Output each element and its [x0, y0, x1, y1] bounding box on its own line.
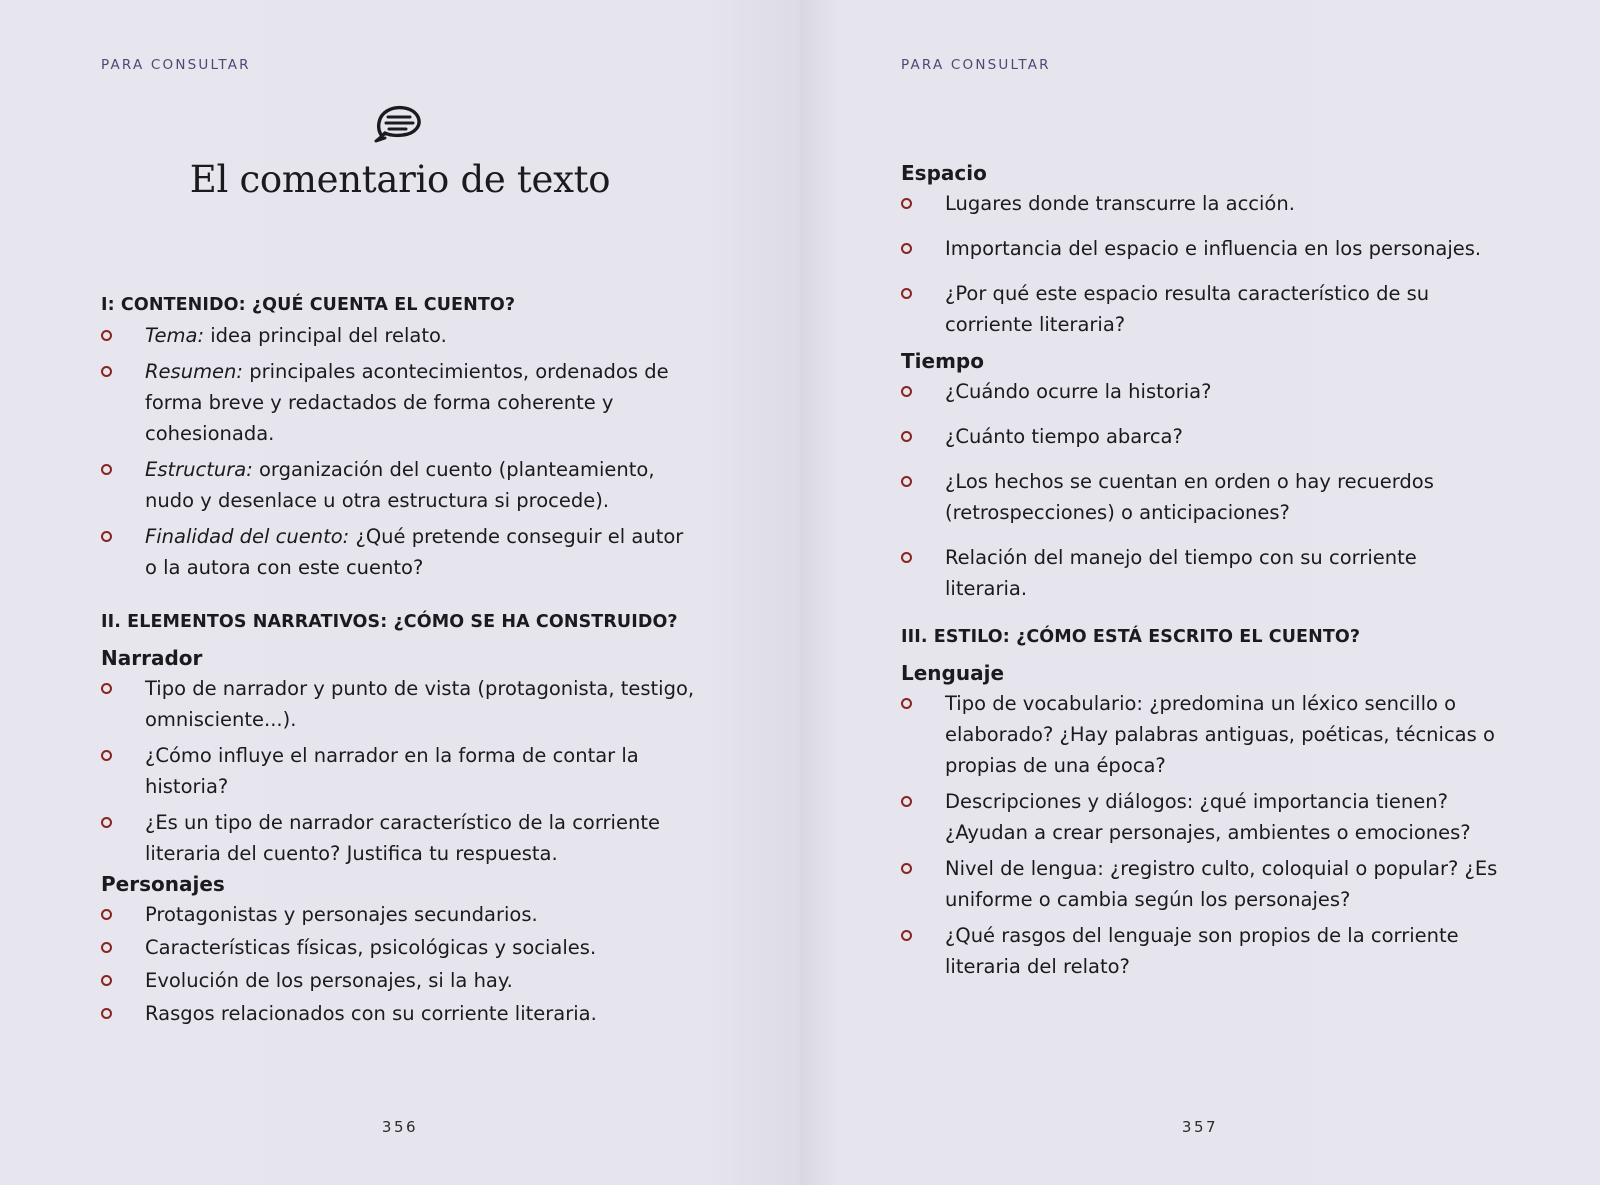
item-text: ¿Cuánto tiempo abarca? [945, 425, 1183, 448]
bullet-icon [101, 330, 112, 341]
list-item [901, 278, 1501, 340]
item-text: ¿Es un tipo de narrador característico de la corriente literaria del cuento? Justifica tu respuesta. [145, 811, 660, 865]
section-heading-estilo: III. ESTILO: ¿CÓMO ESTÁ ESCRITO EL CUENTO? [901, 627, 1361, 647]
item-text: organización del cuento (planteamiento, nudo y desenlace u otra estructura si procede). [145, 458, 655, 512]
item-text: ¿Cómo influye el narrador en la forma de contar la historia? [145, 744, 639, 798]
list-item [101, 521, 701, 583]
personajes-list [101, 899, 701, 1029]
list-item [901, 920, 1501, 982]
bullet-icon [901, 431, 912, 442]
list-item [101, 932, 701, 963]
espacio-list [901, 188, 1501, 340]
sub-heading-personajes: Personajes [101, 872, 225, 896]
bullet-icon [101, 464, 112, 475]
page-number: 357 [1181, 1118, 1219, 1136]
item-text: Importancia del espacio e influencia en los personajes. [945, 237, 1482, 260]
list-item [901, 688, 1501, 781]
bullet-icon [901, 198, 912, 209]
bullet-icon [101, 942, 112, 953]
bullet-icon [101, 531, 112, 542]
bullet-icon [101, 909, 112, 920]
item-text: idea principal del relato. [204, 324, 447, 347]
item-text: Rasgos relacionados con su corriente literaria. [145, 1002, 597, 1025]
right-content [901, 158, 1501, 982]
page-title: El comentario de texto [189, 158, 611, 201]
bullet-icon [101, 683, 112, 694]
narrador-list [101, 673, 701, 869]
item-text: Tipo de vocabulario: ¿predomina un léxico sencillo o elaborado? ¿Hay palabras antiguas, poéticas, técnicas o propias de una época? [945, 692, 1495, 777]
list-item [901, 853, 1501, 915]
item-text: Lugares donde transcurre la acción. [945, 192, 1295, 215]
bullet-icon [901, 243, 912, 254]
item-text: Evolución de los personajes, si la hay. [145, 969, 513, 992]
item-text: Tipo de narrador y punto de vista (protagonista, testigo, omnisciente...). [145, 677, 695, 731]
bullet-icon [101, 817, 112, 828]
running-head: PARA CONSULTAR [901, 57, 1051, 73]
list-item [101, 356, 701, 449]
page-number: 356 [381, 1118, 419, 1136]
item-text: Protagonistas y personajes secundarios. [145, 903, 538, 926]
contenido-list [101, 320, 701, 583]
section-heading-contenido: I: CONTENIDO: ¿QUÉ CUENTA EL CUENTO? [101, 295, 516, 315]
chat-bubble-icon [373, 103, 423, 143]
item-text: principales acontecimientos, ordenados de forma breve y redactados de forma coherente y cohesionada. [145, 360, 669, 445]
item-text: Descripciones y diálogos: ¿qué importancia tienen? ¿Ayudan a crear personajes, ambientes o emociones? [945, 790, 1471, 844]
list-item [901, 376, 1501, 407]
list-item [101, 965, 701, 996]
running-head: PARA CONSULTAR [101, 57, 251, 73]
list-item [101, 320, 701, 351]
sub-heading-narrador: Narrador [101, 646, 203, 670]
item-text: ¿Qué rasgos del lenguaje son propios de la corriente literaria del relato? [945, 924, 1459, 978]
sub-heading-espacio: Espacio [901, 161, 987, 185]
item-text: ¿Cuándo ocurre la historia? [945, 380, 1212, 403]
item-lead: Tema: [145, 324, 205, 347]
list-item [101, 740, 701, 802]
item-text: ¿Qué pretende conseguir el autor o la autora con este cuento? [145, 525, 684, 579]
bullet-icon [901, 288, 912, 299]
list-item [101, 807, 701, 869]
item-lead: Finalidad del cuento: [145, 525, 350, 548]
bullet-icon [901, 796, 912, 807]
list-item [901, 233, 1501, 264]
sub-heading-lenguaje: Lenguaje [901, 661, 1005, 685]
list-item [901, 188, 1501, 219]
bullet-icon [101, 1008, 112, 1019]
list-item [101, 454, 701, 516]
tiempo-list [901, 376, 1501, 604]
list-item [901, 421, 1501, 452]
item-lead: Estructura: [145, 458, 253, 481]
item-text: Relación del manejo del tiempo con su corriente literaria. [945, 546, 1417, 600]
bullet-icon [901, 552, 912, 563]
bullet-icon [901, 863, 912, 874]
left-content [101, 290, 701, 1029]
list-item [901, 542, 1501, 604]
item-text: Características físicas, psicológicas y sociales. [145, 936, 597, 959]
item-lead: Resumen: [145, 360, 243, 383]
bullet-icon [101, 366, 112, 377]
bullet-icon [901, 698, 912, 709]
section-heading-elementos: II. ELEMENTOS NARRATIVOS: ¿CÓMO SE HA CONSTRUIDO? [101, 612, 678, 632]
lenguaje-list [901, 688, 1501, 982]
list-item [901, 466, 1501, 528]
right-page [800, 0, 1600, 1185]
item-text: ¿Por qué este espacio resulta característico de su corriente literaria? [945, 282, 1430, 336]
bullet-icon [901, 386, 912, 397]
list-item [901, 786, 1501, 848]
bullet-icon [101, 975, 112, 986]
item-text: Nivel de lengua: ¿registro culto, coloquial o popular? ¿Es uniforme o cambia según los personajes? [945, 857, 1498, 911]
list-item [101, 899, 701, 930]
bullet-icon [101, 750, 112, 761]
bullet-icon [901, 930, 912, 941]
list-item [101, 673, 701, 735]
bullet-icon [901, 476, 912, 487]
item-text: ¿Los hechos se cuentan en orden o hay recuerdos (retrospecciones) o anticipaciones? [945, 470, 1434, 524]
list-item [101, 998, 701, 1029]
sub-heading-tiempo: Tiempo [901, 349, 984, 373]
